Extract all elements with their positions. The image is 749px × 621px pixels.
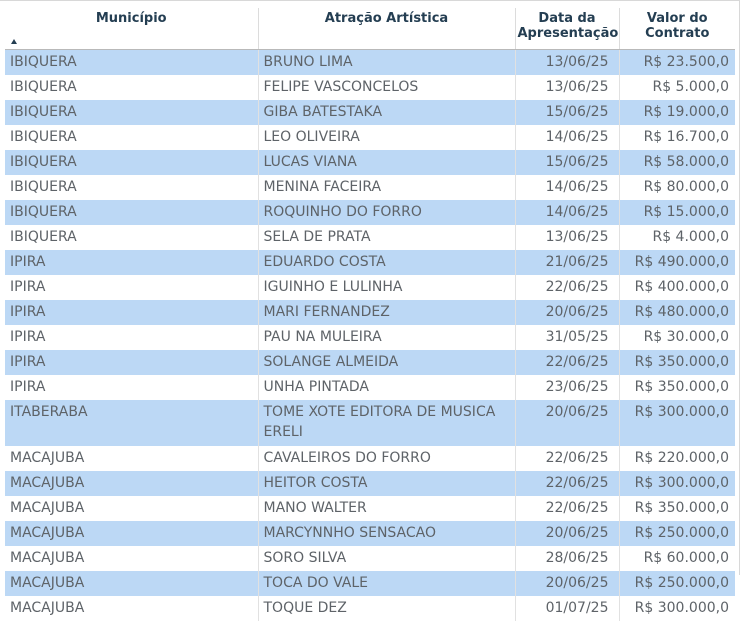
table-row[interactable] [5,325,735,350]
cell-atracao: ROQUINHO DO FORRO [258,200,515,225]
cell-valor: R$ 350.000,0 [619,350,735,375]
cell-valor: R$ 58.000,0 [619,150,735,175]
cell-atracao: MANO WALTER [258,496,515,521]
cell-atracao: MENINA FACEIRA [258,175,515,200]
cell-valor: R$ 300.000,0 [619,596,735,621]
cell-municipio: IPIRA [10,279,46,295]
cell-data: 22/06/25 [515,275,619,300]
cell-data: 22/06/25 [515,446,619,471]
column-header-label: Atração Artística [324,11,449,26]
table-row[interactable] [5,521,735,546]
header-row [5,8,735,50]
cell-atracao: IGUINHO E LULINHA [258,275,515,300]
cell-atracao: MARCYNNHO SENSACAO [258,521,515,546]
cell-municipio: IPIRA [5,250,258,275]
cell-municipio: IBIQUERA [10,179,77,195]
cell-atracao: TOCA DO VALE [258,571,515,596]
contracts-table [5,8,735,621]
sort-ascending-icon[interactable] [11,39,17,44]
cell-data: 20/06/25 [515,300,619,325]
cell-atracao: LEO OLIVEIRA [258,125,515,150]
cell-municipio: IPIRA [5,300,258,325]
cell-data: 20/06/25 [515,571,619,596]
table-row[interactable] [5,400,735,446]
cell-valor: R$ 15.000,0 [619,200,735,225]
column-header-label: Valor do [646,11,708,26]
table-row[interactable] [5,471,735,496]
cell-valor: R$ 250.000,0 [619,521,735,546]
cell-data: 13/06/25 [515,50,619,76]
cell-data: 15/06/25 [515,150,619,175]
scrollbar-track[interactable] [739,0,740,575]
table-row[interactable] [5,150,735,175]
cell-atracao: EDUARDO COSTA [258,250,515,275]
cell-atracao: CAVALEIROS DO FORRO [258,446,515,471]
cell-data: 23/06/25 [515,375,619,400]
cell-valor: R$ 220.000,0 [619,446,735,471]
cell-atracao: GIBA BATESTAKA [258,100,515,125]
cell-data: 28/06/25 [515,546,619,571]
table-row[interactable] [5,546,735,571]
column-header-label: Data da [538,11,596,26]
cell-municipio: MACAJUBA [5,571,258,596]
cell-valor: R$ 23.500,0 [619,50,735,76]
cell-municipio: MACAJUBA [10,450,85,466]
cell-atracao: UNHA PINTADA [258,375,515,400]
table-row[interactable] [5,200,735,225]
column-header-label: Contrato [645,26,710,41]
cell-data: 01/07/25 [515,596,619,621]
cell-data: 22/06/25 [515,350,619,375]
cell-data: 14/06/25 [515,200,619,225]
cell-municipio: ITABERABA [5,400,258,446]
cell-valor: R$ 300.000,0 [619,400,735,446]
cell-valor: R$ 480.000,0 [619,300,735,325]
cell-valor: R$ 300.000,0 [619,471,735,496]
cell-data: 13/06/25 [515,75,619,100]
table-row[interactable] [5,446,735,471]
cell-valor: R$ 490.000,0 [619,250,735,275]
column-header-label: Apresentação [517,26,619,41]
table-row[interactable] [5,375,735,400]
cell-municipio: IBIQUERA [10,129,77,145]
cell-atracao: SOLANGE ALMEIDA [258,350,515,375]
table-row[interactable] [5,50,735,76]
cell-data: 31/05/25 [515,325,619,350]
cell-valor: R$ 16.700,0 [619,125,735,150]
cell-data: 21/06/25 [515,250,619,275]
cell-valor: R$ 4.000,0 [619,225,735,250]
cell-atracao: SELA DE PRATA [258,225,515,250]
cell-municipio: IBIQUERA [10,79,77,95]
cell-data: 14/06/25 [515,125,619,150]
cell-atracao: BRUNO LIMA [258,50,515,76]
column-header-valor[interactable] [619,8,735,50]
column-header-label: Município [95,11,167,26]
table-row[interactable] [5,250,735,275]
cell-municipio: MACAJUBA [10,600,85,616]
table-row[interactable] [5,596,735,621]
cell-data: 22/06/25 [515,471,619,496]
column-header-municipio[interactable] [5,8,258,50]
cell-data: 13/06/25 [515,225,619,250]
cell-valor: R$ 60.000,0 [619,546,735,571]
table-row[interactable] [5,100,735,125]
cell-valor: R$ 400.000,0 [619,275,735,300]
cell-valor: R$ 30.000,0 [619,325,735,350]
table-row[interactable] [5,75,735,100]
cell-municipio: MACAJUBA [10,500,85,516]
cell-valor: R$ 350.000,0 [619,375,735,400]
cell-atracao: PAU NA MULEIRA [258,325,515,350]
cell-municipio: MACAJUBA [5,521,258,546]
table-row[interactable] [5,275,735,300]
cell-atracao: TOQUE DEZ [258,596,515,621]
table-row[interactable] [5,225,735,250]
cell-municipio: IBIQUERA [10,229,77,245]
cell-municipio: IBIQUERA [5,50,258,76]
cell-atracao: TOME XOTE EDITORA DE MUSICA ERELI [258,400,515,446]
top-border [0,0,740,1]
cell-data: 20/06/25 [515,400,619,446]
cell-atracao: MARI FERNANDEZ [258,300,515,325]
table-row[interactable] [5,496,735,521]
table-row[interactable] [5,300,735,325]
cell-municipio: IBIQUERA [5,200,258,225]
cell-valor: R$ 80.000,0 [619,175,735,200]
cell-municipio: MACAJUBA [10,550,85,566]
cell-municipio: IBIQUERA [5,150,258,175]
cell-valor: R$ 350.000,0 [619,496,735,521]
cell-data: 22/06/25 [515,496,619,521]
cell-atracao: SORO SILVA [258,546,515,571]
cell-municipio: IPIRA [10,379,46,395]
cell-atracao: LUCAS VIANA [258,150,515,175]
cell-municipio: IPIRA [5,350,258,375]
cell-data: 15/06/25 [515,100,619,125]
column-header-atracao[interactable] [258,8,515,50]
table-row[interactable] [5,125,735,150]
cell-municipio: IBIQUERA [5,100,258,125]
cell-data: 20/06/25 [515,521,619,546]
table-row[interactable] [5,175,735,200]
cell-valor: R$ 5.000,0 [619,75,735,100]
column-header-data[interactable] [515,8,619,50]
cell-atracao: HEITOR COSTA [258,471,515,496]
cell-data: 14/06/25 [515,175,619,200]
table-row[interactable] [5,350,735,375]
cell-atracao: FELIPE VASCONCELOS [258,75,515,100]
cell-municipio: IPIRA [10,329,46,345]
cell-valor: R$ 19.000,0 [619,100,735,125]
cell-valor: R$ 250.000,0 [619,571,735,596]
table-row[interactable] [5,571,735,596]
cell-municipio: MACAJUBA [5,471,258,496]
